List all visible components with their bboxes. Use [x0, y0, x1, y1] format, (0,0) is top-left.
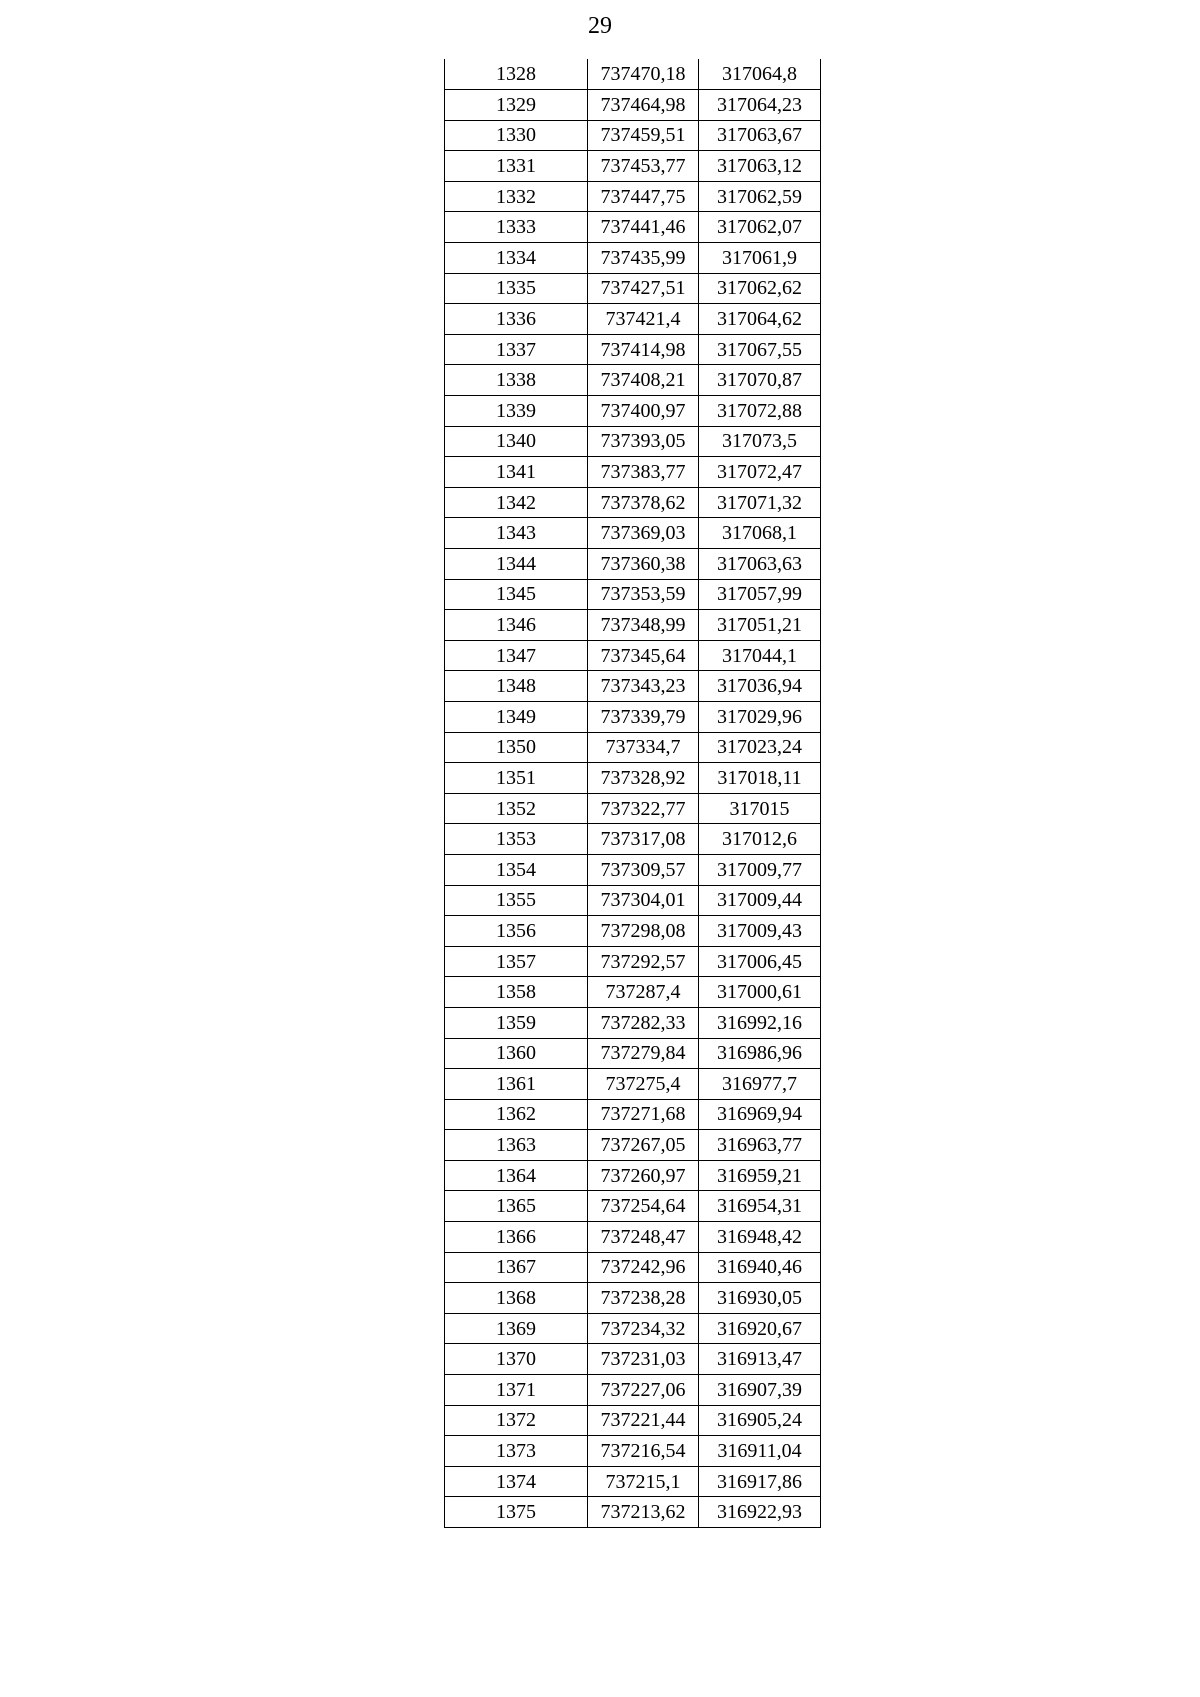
y-coordinate-cell: 317036,94 [699, 671, 821, 702]
x-coordinate-cell: 737427,51 [588, 273, 699, 304]
point-number-cell: 1344 [445, 549, 588, 580]
point-number-cell: 1340 [445, 426, 588, 457]
y-coordinate-cell: 317015 [699, 793, 821, 824]
table-row [445, 151, 821, 182]
point-number-cell: 1330 [445, 120, 588, 151]
point-number-cell: 1329 [445, 90, 588, 121]
point-number-cell: 1361 [445, 1069, 588, 1100]
x-coordinate-cell: 737459,51 [588, 120, 699, 151]
point-number-cell: 1343 [445, 518, 588, 549]
y-coordinate-cell: 316905,24 [699, 1405, 821, 1436]
x-coordinate-cell: 737339,79 [588, 701, 699, 732]
y-coordinate-cell: 317063,12 [699, 151, 821, 182]
y-coordinate-cell: 317067,55 [699, 334, 821, 365]
y-coordinate-cell: 317057,99 [699, 579, 821, 610]
x-coordinate-cell: 737408,21 [588, 365, 699, 396]
point-number-cell: 1364 [445, 1160, 588, 1191]
table-row [445, 243, 821, 274]
y-coordinate-cell: 316930,05 [699, 1283, 821, 1314]
table-row [445, 1130, 821, 1161]
y-coordinate-cell: 316911,04 [699, 1436, 821, 1467]
y-coordinate-cell: 316986,96 [699, 1038, 821, 1069]
table-row [445, 1069, 821, 1100]
x-coordinate-cell: 737254,64 [588, 1191, 699, 1222]
point-number-cell: 1339 [445, 396, 588, 427]
table-row [445, 487, 821, 518]
y-coordinate-cell: 317064,62 [699, 304, 821, 335]
point-number-cell: 1341 [445, 457, 588, 488]
y-coordinate-cell: 316959,21 [699, 1160, 821, 1191]
point-number-cell: 1348 [445, 671, 588, 702]
table-row [445, 1466, 821, 1497]
point-number-cell: 1360 [445, 1038, 588, 1069]
x-coordinate-cell: 737231,03 [588, 1344, 699, 1375]
x-coordinate-cell: 737292,57 [588, 946, 699, 977]
table-row [445, 334, 821, 365]
x-coordinate-cell: 737400,97 [588, 396, 699, 427]
x-coordinate-cell: 737234,32 [588, 1313, 699, 1344]
table-row [445, 549, 821, 580]
y-coordinate-cell: 317068,1 [699, 518, 821, 549]
table-row [445, 946, 821, 977]
point-number-cell: 1373 [445, 1436, 588, 1467]
point-number-cell: 1346 [445, 610, 588, 641]
table-row [445, 1405, 821, 1436]
table-row [445, 610, 821, 641]
table-row [445, 365, 821, 396]
table-row [445, 824, 821, 855]
table-row [445, 793, 821, 824]
y-coordinate-cell: 316992,16 [699, 1007, 821, 1038]
point-number-cell: 1357 [445, 946, 588, 977]
y-coordinate-cell: 316977,7 [699, 1069, 821, 1100]
y-coordinate-cell: 316948,42 [699, 1222, 821, 1253]
y-coordinate-cell: 317012,6 [699, 824, 821, 855]
point-number-cell: 1374 [445, 1466, 588, 1497]
x-coordinate-cell: 737304,01 [588, 885, 699, 916]
table-row [445, 59, 821, 90]
x-coordinate-cell: 737248,47 [588, 1222, 699, 1253]
x-coordinate-cell: 737271,68 [588, 1099, 699, 1130]
table-row [445, 916, 821, 947]
y-coordinate-cell: 317009,77 [699, 854, 821, 885]
table-row [445, 1497, 821, 1528]
y-coordinate-cell: 316920,67 [699, 1313, 821, 1344]
page-number: 29 [588, 13, 612, 39]
y-coordinate-cell: 316963,77 [699, 1130, 821, 1161]
table-row [445, 1436, 821, 1467]
point-number-cell: 1362 [445, 1099, 588, 1130]
table-row [445, 90, 821, 121]
y-coordinate-cell: 317061,9 [699, 243, 821, 274]
point-number-cell: 1342 [445, 487, 588, 518]
x-coordinate-cell: 737464,98 [588, 90, 699, 121]
x-coordinate-cell: 737221,44 [588, 1405, 699, 1436]
table-row [445, 304, 821, 335]
point-number-cell: 1355 [445, 885, 588, 916]
point-number-cell: 1366 [445, 1222, 588, 1253]
point-number-cell: 1334 [445, 243, 588, 274]
x-coordinate-cell: 737345,64 [588, 640, 699, 671]
point-number-cell: 1351 [445, 763, 588, 794]
x-coordinate-cell: 737328,92 [588, 763, 699, 794]
point-number-cell: 1347 [445, 640, 588, 671]
y-coordinate-cell: 317018,11 [699, 763, 821, 794]
table-row [445, 1191, 821, 1222]
table-row [445, 212, 821, 243]
table-row [445, 671, 821, 702]
x-coordinate-cell: 737282,33 [588, 1007, 699, 1038]
x-coordinate-cell: 737447,75 [588, 181, 699, 212]
y-coordinate-cell: 316922,93 [699, 1497, 821, 1528]
y-coordinate-cell: 317006,45 [699, 946, 821, 977]
point-number-cell: 1350 [445, 732, 588, 763]
point-number-cell: 1372 [445, 1405, 588, 1436]
table-row [445, 120, 821, 151]
y-coordinate-cell: 317062,07 [699, 212, 821, 243]
y-coordinate-cell: 317062,62 [699, 273, 821, 304]
y-coordinate-cell: 316940,46 [699, 1252, 821, 1283]
point-number-cell: 1333 [445, 212, 588, 243]
y-coordinate-cell: 317072,88 [699, 396, 821, 427]
table-row [445, 1344, 821, 1375]
coordinates-table [444, 59, 821, 1528]
y-coordinate-cell: 317073,5 [699, 426, 821, 457]
y-coordinate-cell: 317071,32 [699, 487, 821, 518]
y-coordinate-cell: 317029,96 [699, 701, 821, 732]
x-coordinate-cell: 737317,08 [588, 824, 699, 855]
table-row [445, 1313, 821, 1344]
y-coordinate-cell: 317064,23 [699, 90, 821, 121]
table-row [445, 457, 821, 488]
y-coordinate-cell: 316913,47 [699, 1344, 821, 1375]
point-number-cell: 1367 [445, 1252, 588, 1283]
x-coordinate-cell: 737421,4 [588, 304, 699, 335]
x-coordinate-cell: 737216,54 [588, 1436, 699, 1467]
x-coordinate-cell: 737453,77 [588, 151, 699, 182]
y-coordinate-cell: 317062,59 [699, 181, 821, 212]
y-coordinate-cell: 317044,1 [699, 640, 821, 671]
y-coordinate-cell: 316954,31 [699, 1191, 821, 1222]
x-coordinate-cell: 737213,62 [588, 1497, 699, 1528]
y-coordinate-cell: 317023,24 [699, 732, 821, 763]
point-number-cell: 1335 [445, 273, 588, 304]
y-coordinate-cell: 317009,44 [699, 885, 821, 916]
point-number-cell: 1358 [445, 977, 588, 1008]
x-coordinate-cell: 737334,7 [588, 732, 699, 763]
table-row [445, 273, 821, 304]
table-row [445, 1375, 821, 1406]
point-number-cell: 1363 [445, 1130, 588, 1161]
table-row [445, 1252, 821, 1283]
table-row [445, 518, 821, 549]
x-coordinate-cell: 737414,98 [588, 334, 699, 365]
point-number-cell: 1337 [445, 334, 588, 365]
x-coordinate-cell: 737275,4 [588, 1069, 699, 1100]
x-coordinate-cell: 737322,77 [588, 793, 699, 824]
table-row [445, 763, 821, 794]
y-coordinate-cell: 317009,43 [699, 916, 821, 947]
y-coordinate-cell: 317064,8 [699, 59, 821, 90]
y-coordinate-cell: 316917,86 [699, 1466, 821, 1497]
table-row [445, 1038, 821, 1069]
x-coordinate-cell: 737309,57 [588, 854, 699, 885]
point-number-cell: 1338 [445, 365, 588, 396]
x-coordinate-cell: 737279,84 [588, 1038, 699, 1069]
point-number-cell: 1370 [445, 1344, 588, 1375]
y-coordinate-cell: 317070,87 [699, 365, 821, 396]
y-coordinate-cell: 316907,39 [699, 1375, 821, 1406]
x-coordinate-cell: 737470,18 [588, 59, 699, 90]
point-number-cell: 1368 [445, 1283, 588, 1314]
table-row [445, 1007, 821, 1038]
table-row [445, 1283, 821, 1314]
x-coordinate-cell: 737435,99 [588, 243, 699, 274]
x-coordinate-cell: 737267,05 [588, 1130, 699, 1161]
point-number-cell: 1356 [445, 916, 588, 947]
point-number-cell: 1336 [445, 304, 588, 335]
point-number-cell: 1352 [445, 793, 588, 824]
x-coordinate-cell: 737260,97 [588, 1160, 699, 1191]
table-row [445, 426, 821, 457]
table-row [445, 1160, 821, 1191]
point-number-cell: 1353 [445, 824, 588, 855]
table-row [445, 854, 821, 885]
x-coordinate-cell: 737383,77 [588, 457, 699, 488]
y-coordinate-cell: 317063,63 [699, 549, 821, 580]
y-coordinate-cell: 317063,67 [699, 120, 821, 151]
x-coordinate-cell: 737238,28 [588, 1283, 699, 1314]
table-row [445, 181, 821, 212]
x-coordinate-cell: 737360,38 [588, 549, 699, 580]
table-row [445, 1222, 821, 1253]
point-number-cell: 1371 [445, 1375, 588, 1406]
point-number-cell: 1375 [445, 1497, 588, 1528]
table-row [445, 732, 821, 763]
point-number-cell: 1354 [445, 854, 588, 885]
y-coordinate-cell: 316969,94 [699, 1099, 821, 1130]
coordinates-table-body [445, 59, 821, 1528]
x-coordinate-cell: 737242,96 [588, 1252, 699, 1283]
x-coordinate-cell: 737227,06 [588, 1375, 699, 1406]
point-number-cell: 1369 [445, 1313, 588, 1344]
point-number-cell: 1349 [445, 701, 588, 732]
table-row [445, 701, 821, 732]
x-coordinate-cell: 737343,23 [588, 671, 699, 702]
x-coordinate-cell: 737441,46 [588, 212, 699, 243]
point-number-cell: 1332 [445, 181, 588, 212]
table-row [445, 579, 821, 610]
table-row [445, 396, 821, 427]
x-coordinate-cell: 737348,99 [588, 610, 699, 641]
y-coordinate-cell: 317000,61 [699, 977, 821, 1008]
point-number-cell: 1359 [445, 1007, 588, 1038]
point-number-cell: 1365 [445, 1191, 588, 1222]
x-coordinate-cell: 737298,08 [588, 916, 699, 947]
table-row [445, 640, 821, 671]
table-row [445, 977, 821, 1008]
x-coordinate-cell: 737393,05 [588, 426, 699, 457]
y-coordinate-cell: 317051,21 [699, 610, 821, 641]
point-number-cell: 1328 [445, 59, 588, 90]
x-coordinate-cell: 737287,4 [588, 977, 699, 1008]
y-coordinate-cell: 317072,47 [699, 457, 821, 488]
x-coordinate-cell: 737369,03 [588, 518, 699, 549]
x-coordinate-cell: 737353,59 [588, 579, 699, 610]
table-row [445, 1099, 821, 1130]
table-row [445, 885, 821, 916]
point-number-cell: 1331 [445, 151, 588, 182]
point-number-cell: 1345 [445, 579, 588, 610]
x-coordinate-cell: 737378,62 [588, 487, 699, 518]
x-coordinate-cell: 737215,1 [588, 1466, 699, 1497]
